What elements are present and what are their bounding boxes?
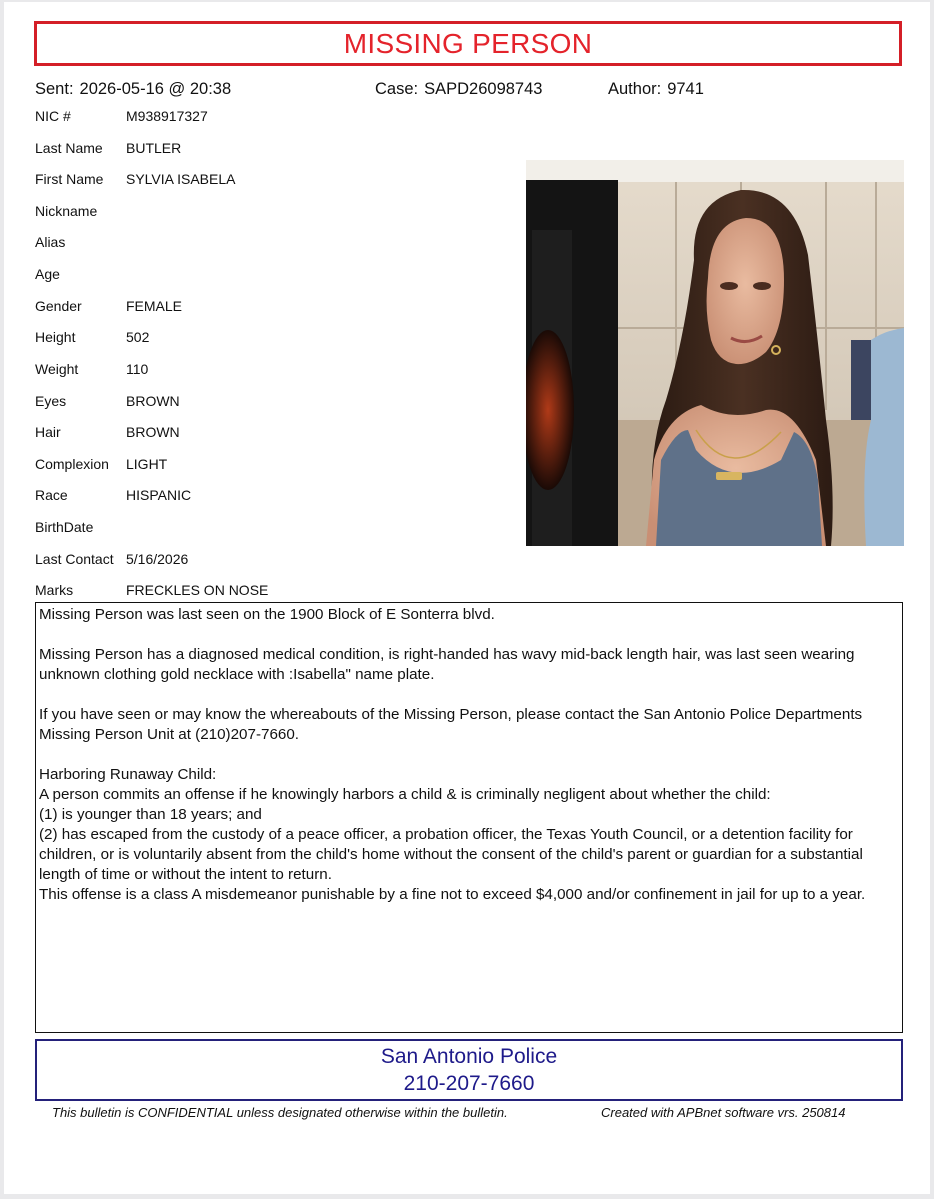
field-label: Race xyxy=(35,487,68,503)
contact-paragraph: If you have seen or may know the whereabouts of the Missing Person, please contact the San Antonio Police Departments Missing Person Unit at (210)207-7660. xyxy=(39,706,863,743)
case-info xyxy=(375,80,542,99)
field-label: Last Name xyxy=(35,140,103,156)
missing-person-photo xyxy=(526,160,904,546)
field-label: Height xyxy=(35,329,76,345)
harboring-definition: A person commits an offense if he knowingly harbors a child & is criminally negligent about whether the child: xyxy=(39,786,771,803)
author-info xyxy=(608,80,704,99)
sent-label: Sent: xyxy=(35,80,74,98)
agency-phone: 210-207-7660 xyxy=(403,1072,535,1095)
field-value: M938917327 xyxy=(126,108,208,124)
case-label: Case: xyxy=(375,80,419,98)
software-note: Created with APBnet software vrs. 250814 xyxy=(601,1105,846,1120)
agency-name: San Antonio Police xyxy=(380,1045,558,1068)
field-label: BirthDate xyxy=(35,519,94,535)
narrative-box xyxy=(35,602,903,1033)
photo-illustration xyxy=(526,160,904,546)
field-value: HISPANIC xyxy=(126,487,192,503)
field-label: Eyes xyxy=(35,393,67,409)
harboring-penalty: This offense is a class A misdemeanor punishable by a fine not to exceed $4,000 and/or confinement in jail for up to a year. xyxy=(39,886,866,903)
field-value: SYLVIA ISABELA xyxy=(126,171,236,187)
field-label: Nickname xyxy=(35,203,98,219)
harboring-clause-2: (2) has escaped from the custody of a peace officer, a probation officer, the Texas Youth Council, or a detention facility for children, or is voluntarily absent from the child's home without the consent of the child's parent or guardian for a substantial length of time or without the intent to return. xyxy=(39,826,863,883)
field-value: LIGHT xyxy=(126,456,168,472)
field-value: FEMALE xyxy=(126,298,183,314)
bulletin-sheet xyxy=(4,2,930,1194)
confidential-note: This bulletin is CONFIDENTIAL unless designated otherwise within the bulletin. xyxy=(52,1105,508,1120)
field-value: 502 xyxy=(126,329,150,345)
field-label: Marks xyxy=(35,582,74,598)
last-seen-paragraph: Missing Person was last seen on the 1900 Block of E Sonterra blvd. xyxy=(39,606,495,623)
field-value: BUTLER xyxy=(126,140,182,156)
page-title: MISSING PERSON xyxy=(343,27,593,59)
field-label: First Name xyxy=(35,171,104,187)
field-value: BROWN xyxy=(126,393,180,409)
field-label: Alias xyxy=(35,234,66,250)
field-value: 5/16/2026 xyxy=(126,551,189,567)
field-label: Complexion xyxy=(35,456,109,472)
harboring-clause-1: (1) is younger than 18 years; and xyxy=(39,806,262,823)
case-value: SAPD26098743 xyxy=(424,80,543,98)
field-label: Gender xyxy=(35,298,82,314)
field-label: NIC # xyxy=(35,108,71,124)
agency-contact-box xyxy=(35,1039,903,1101)
title-banner xyxy=(34,21,902,66)
field-value: 110 xyxy=(126,361,149,377)
field-label: Age xyxy=(35,266,60,282)
harboring-heading: Harboring Runaway Child: xyxy=(39,766,217,783)
field-label: Weight xyxy=(35,361,79,377)
sent-value: 2026-05-16 @ 20:38 xyxy=(79,80,232,98)
description-paragraph: Missing Person has a diagnosed medical condition, is right-handed has wavy mid-back length hair, was last seen wearing unknown clothing gold necklace with :Isabella" name plate. xyxy=(39,646,855,683)
author-label: Author: xyxy=(608,80,662,98)
field-label: Hair xyxy=(35,424,61,440)
author-value: 9741 xyxy=(667,80,704,98)
field-value: BROWN xyxy=(126,424,180,440)
field-value: FRECKLES ON NOSE xyxy=(126,582,269,598)
field-label: Last Contact xyxy=(35,551,114,567)
sent-info xyxy=(35,80,231,99)
